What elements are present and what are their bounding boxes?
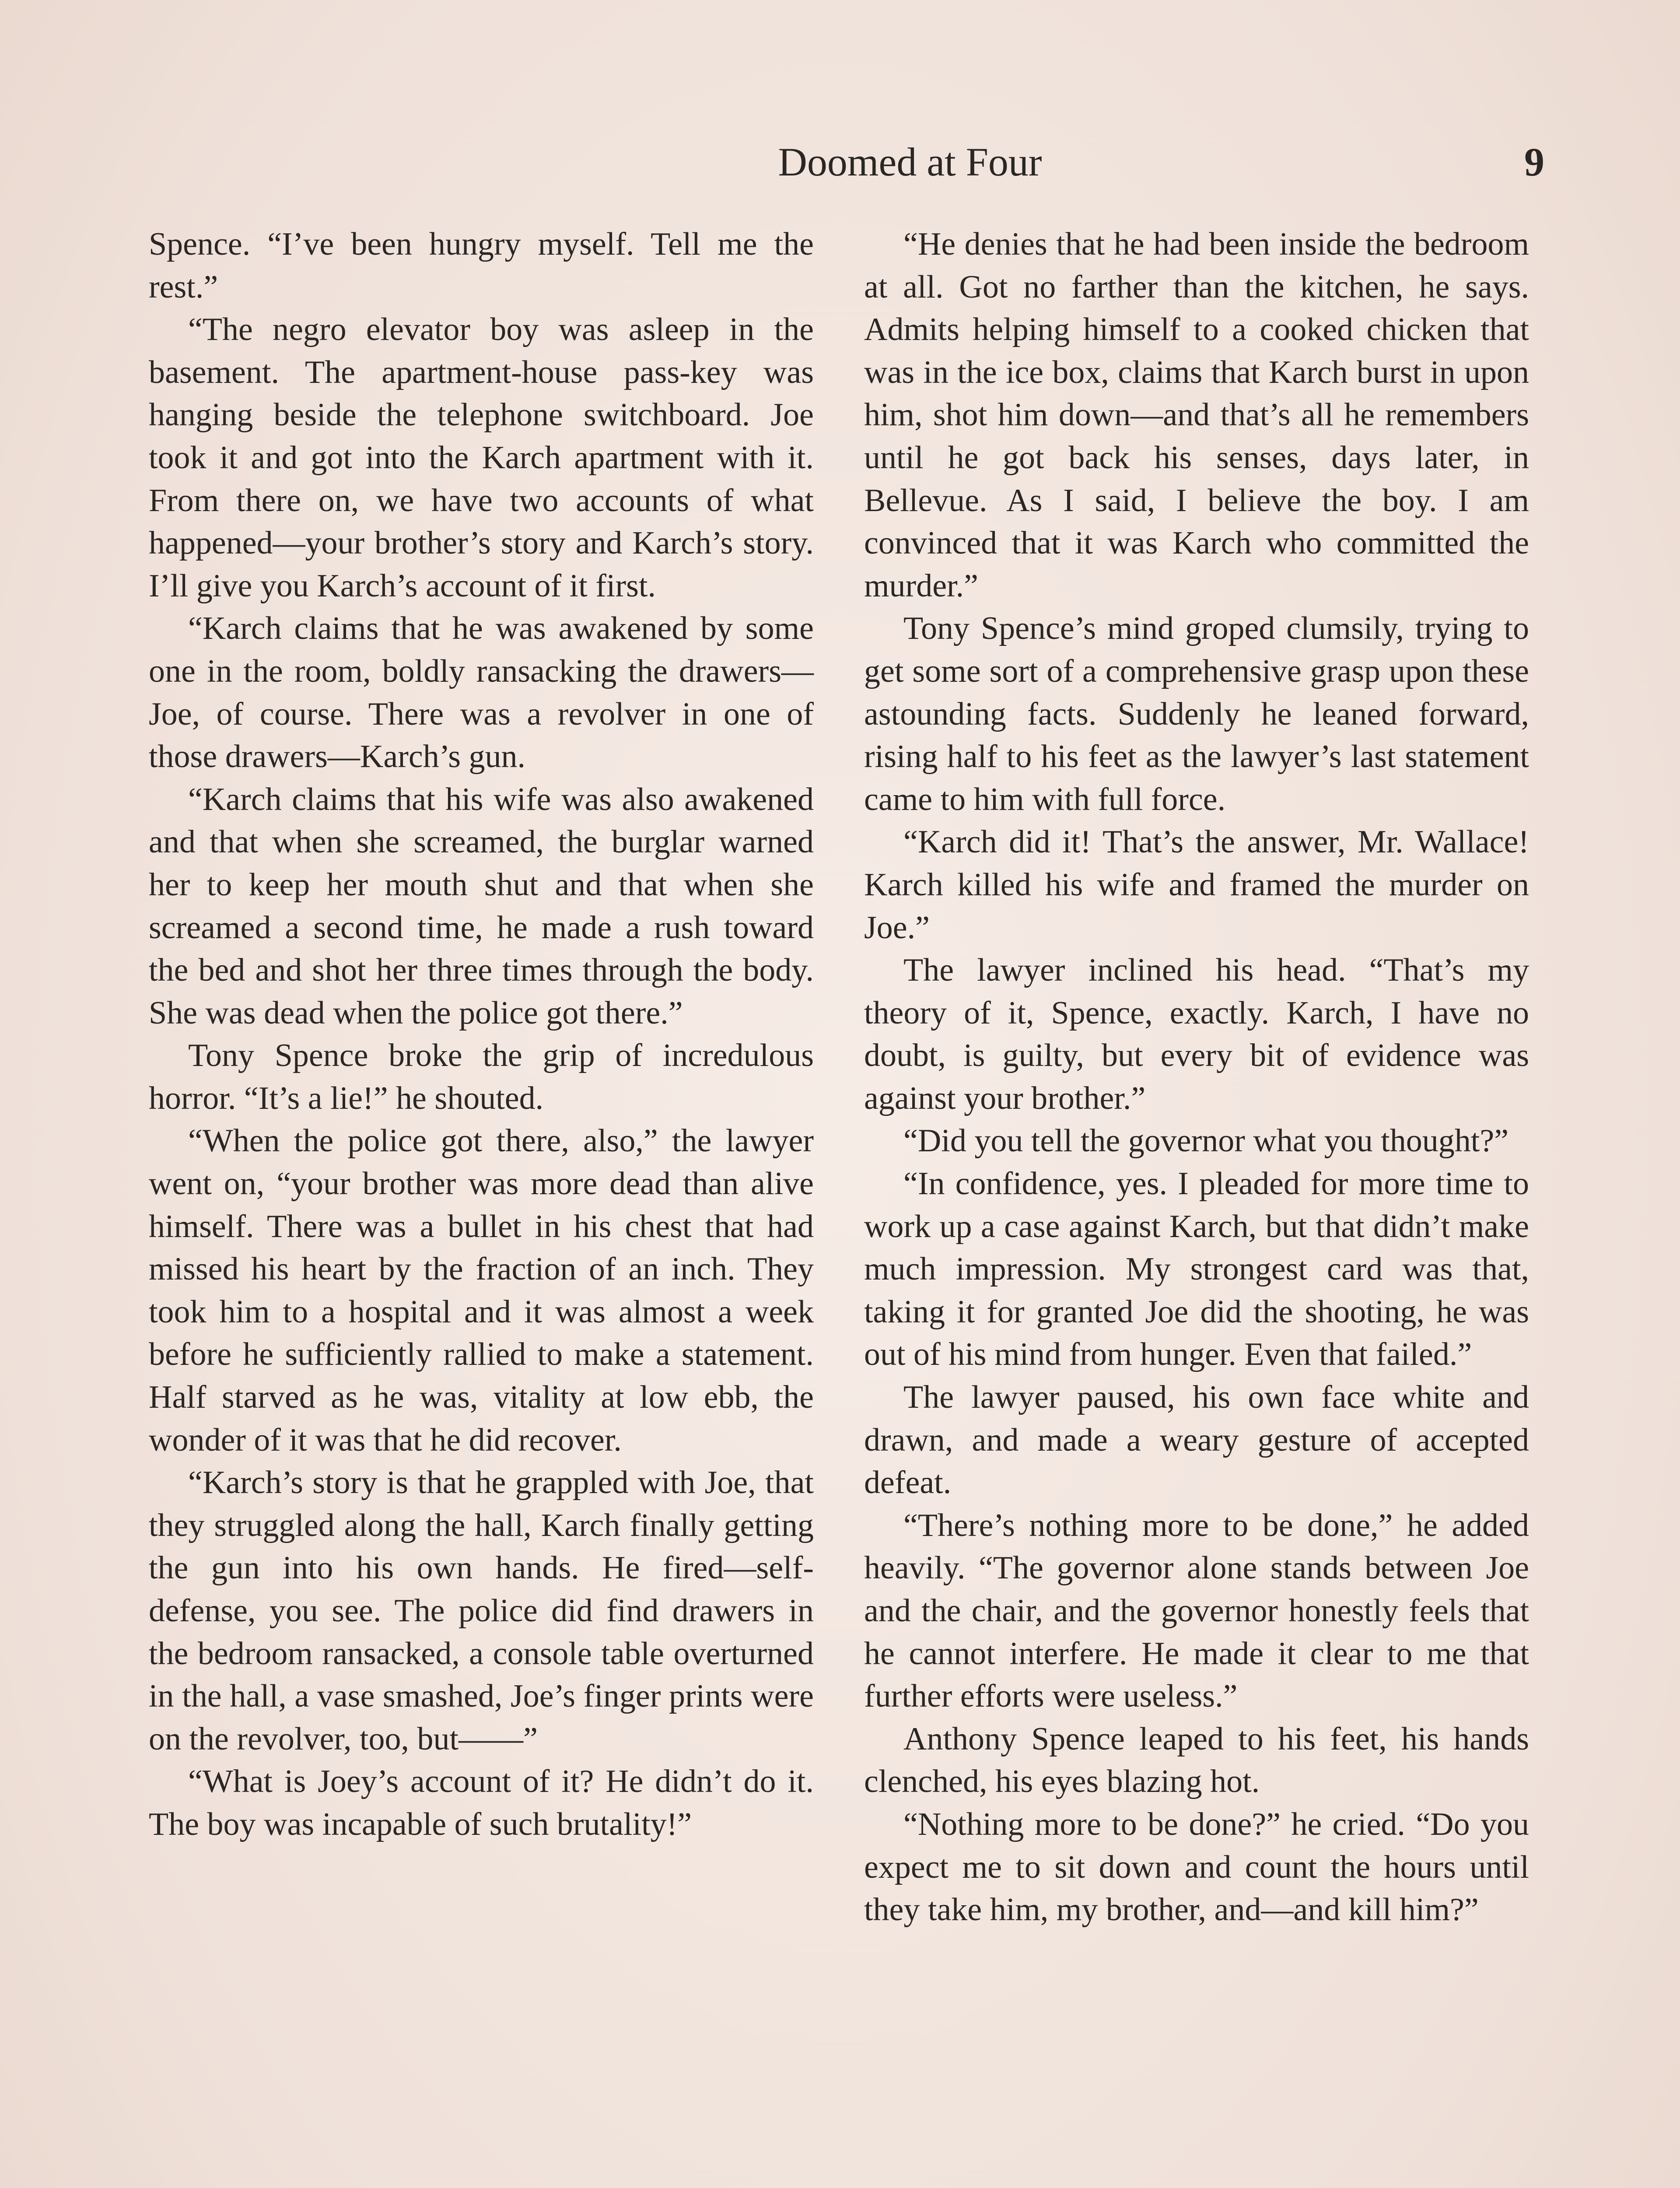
paragraph: “Karch claims that his wife was also awakened and that when she screamed, the burglar warned her to keep her mouth shut and that when she screamed a second time, he made a rush toward the bed and shot her three times through the body. She was dead when the police got there.” <box>149 781 814 1031</box>
right-text-column <box>864 223 1529 1932</box>
left-text-column <box>149 223 814 1846</box>
paragraph: The lawyer paused, his own face white and drawn, and made a weary gesture of accepted defeat. <box>864 1379 1529 1501</box>
paragraph: “Did you tell the governor what you thought?” <box>903 1123 1509 1159</box>
page-header <box>149 131 1544 193</box>
paragraph: “When the police got there, also,” the lawyer went on, “your brother was more dead than alive himself. There was a bullet in his chest that had missed his heart by the fraction of an inch. They took him to a hospital and it was almost a week before he sufficiently rallied to make a statement. Half starved as he was, vitality at low ebb, the wonder of it was that he did recover. <box>149 1123 814 1458</box>
paragraph: Spence. “I’ve been hungry myself. Tell me the rest.” <box>149 226 814 305</box>
paragraph: The lawyer inclined his head. “That’s my theory of it, Spence, exactly. Karch, I have no doubt, is guilty, but every bit of evidence was against your brother.” <box>864 952 1529 1116</box>
paragraph: “Nothing more to be done?” he cried. “Do you expect me to sit down and count the hours until they take him, my brother, and—and kill him?” <box>864 1806 1529 1928</box>
paragraph: Anthony Spence leaped to his feet, his hands clenched, his eyes blazing hot. <box>864 1721 1529 1800</box>
paragraph: “There’s nothing more to be done,” he added heavily. “The governor alone stands between Joe and the chair, and the governor honestly feels that he cannot interfere. He made it clear to me that further efforts were useless.” <box>864 1507 1529 1715</box>
paragraph: Tony Spence’s mind groped clumsily, trying to get some sort of a comprehensive grasp upon these astounding facts. Suddenly he leaned forward, rising half to his feet as the lawyer’s last statement came to him with full force. <box>864 610 1529 817</box>
paragraph: “The negro elevator boy was asleep in the basement. The apartment-house pass-key was hanging beside the telephone switchboard. Joe took it and got into the Karch apartment with it. From there on, we have two accounts of what happened—your brother’s story and Karch’s story. I’ll give you Karch’s account of it first. <box>149 312 814 604</box>
paragraph: “Karch claims that he was awakened by some one in the room, boldly ransacking the drawers—Joe, of course. There was a revolver in one of those drawers—Karch’s gun. <box>149 610 814 775</box>
paragraph: “What is Joey’s account of it? He didn’t do it. The boy was incapable of such brutality!” <box>149 1764 814 1842</box>
page-number: 9 <box>1524 140 1544 184</box>
paragraph: “Karch did it! That’s the answer, Mr. Wallace! Karch killed his wife and framed the murder on Joe.” <box>864 824 1529 946</box>
paragraph: “Karch’s story is that he grappled with Joe, that they struggled along the hall, Karch finally getting the gun into his own hands. He fired—self-defense, you see. The police did find drawers in the bedroom ransacked, a console table overturned in the hall, a vase smashed, Joe’s finger prints were on the revolver, too, but——” <box>149 1465 814 1757</box>
paragraph: “He denies that he had been inside the bedroom at all. Got no farther than the kitchen, he says. Admits helping himself to a cooked chicken that was in the ice box, claims that Karch burst in upon him, shot him down—and that’s all he remembers until he got back his senses, days later, in Bellevue. As I said, I believe the boy. I am convinced that it was Karch who committed the murder.” <box>864 226 1529 604</box>
paragraph: Tony Spence broke the grip of incredulous horror. “It’s a lie!” he shouted. <box>149 1038 814 1116</box>
running-title: Doomed at Four <box>778 140 1042 184</box>
paragraph: “In confidence, yes. I pleaded for more time to work up a case against Karch, but that didn’t make much impression. My strongest card was that, taking it for granted Joe did the shooting, he was out of his mind from hunger. Even that failed.” <box>864 1166 1529 1373</box>
